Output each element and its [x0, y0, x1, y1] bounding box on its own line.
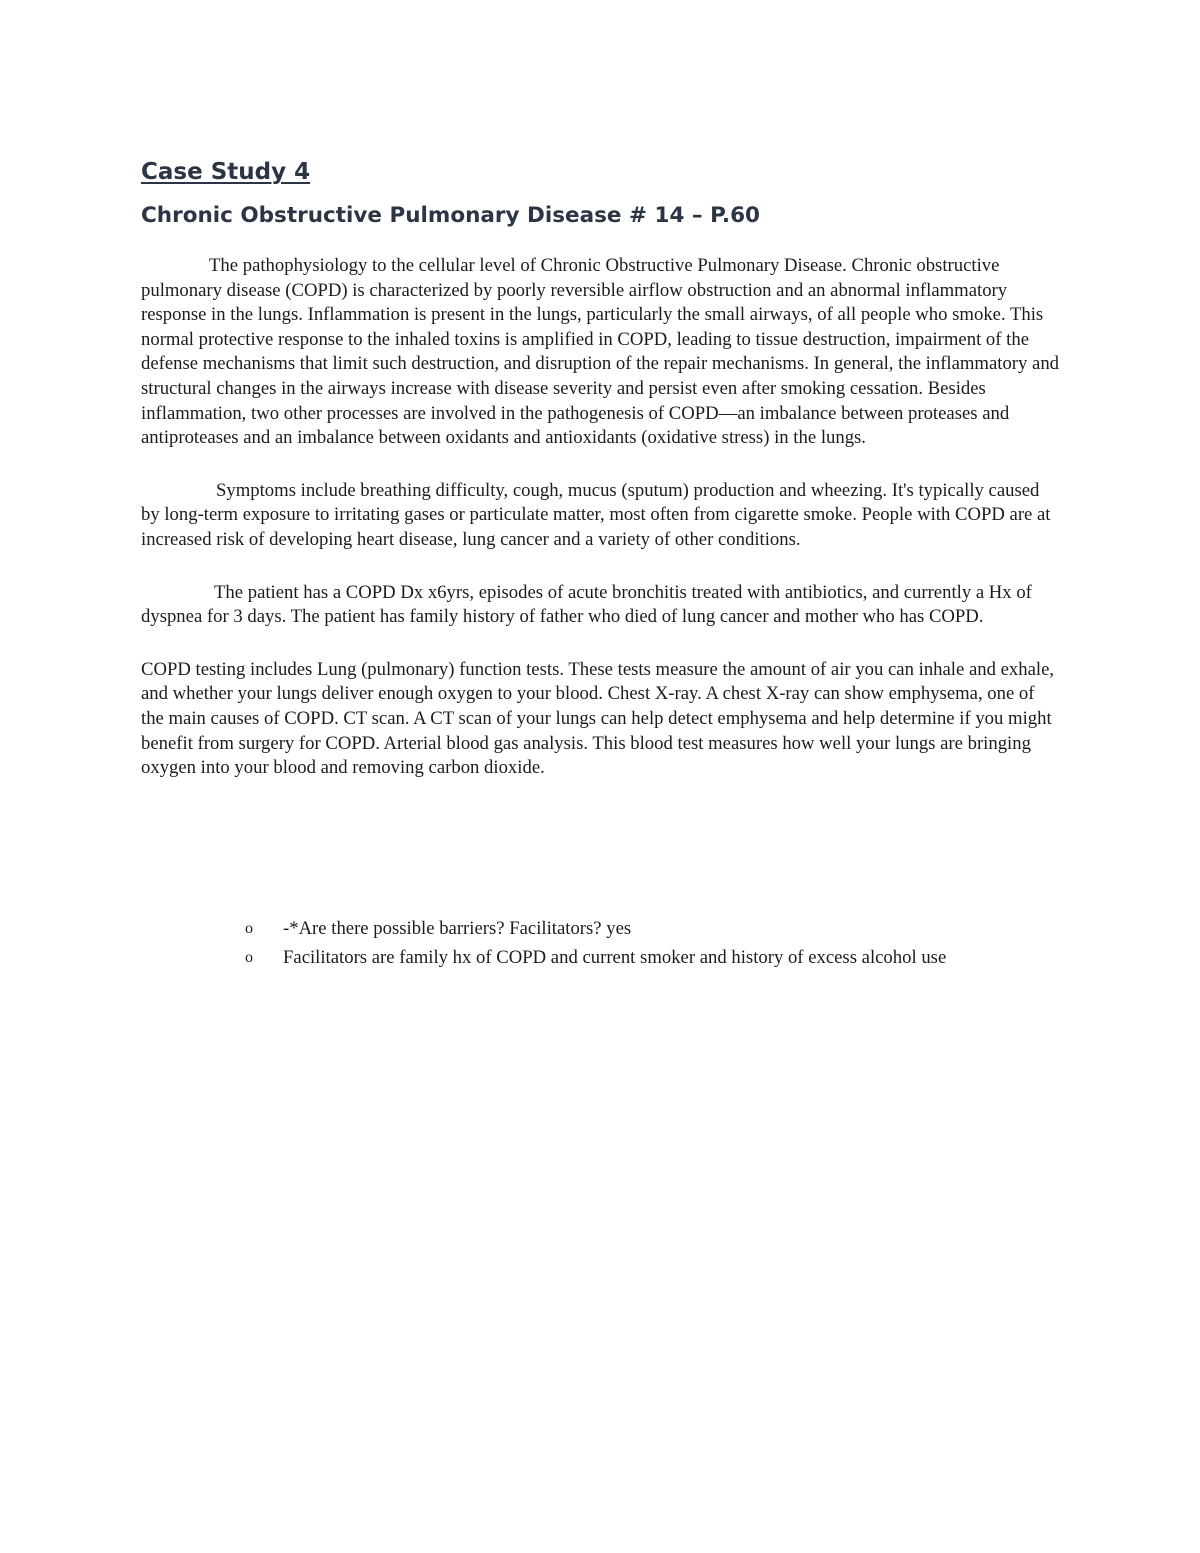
document-body [141, 152, 1061, 972]
document-subtitle: Chronic Obstructive Pulmonary Disease # 14 – P.60 [141, 203, 761, 228]
paragraph-pathophysiology: The pathophysiology to the cellular level of Chronic Obstructive Pulmonary Disease. Chronic obstructive pulmonary disease (COPD) is characterized by poorly reversible airflow obstruction and an abnormal inflammatory response in the lungs. Inflammation is present in the lungs, particularly the small airways, of all people who smoke. This normal protective response to the inhaled toxins is amplified in COPD, leading to tissue destruction, impairment of the defense mechanisms that limit such destruction, and disruption of the repair mechanisms. In general, the inflammatory and structural changes in the airways increase with disease severity and persist even after smoking cessation. Besides inflammation, two other processes are involved in the pathogenesis of COPD—an imbalance between proteases and antiproteases and an imbalance between oxidants and antioxidants (oxidative stress) in the lungs. [141, 255, 1060, 449]
list-item [245, 943, 1061, 972]
paragraph-patient-history: The patient has a COPD Dx x6yrs, episodes of acute bronchitis treated with antibiotics, and currently a Hx of dyspnea for 3 days. The patient has family history of father who died of lung cancer and mother who has COPD. [141, 581, 1032, 628]
bullet-list [245, 914, 1061, 972]
document-title: Case Study 4 [141, 159, 311, 185]
paragraph-symptoms: Symptoms include breathing difficulty, cough, mucus (sputum) production and wheezing. It's typically caused by long-term exposure to irritating gases or particulate matter, most often from cigarette smoke. People with COPD are at increased risk of developing heart disease, lung cancer and a variety of other conditions. [141, 479, 1051, 550]
bullet-marker: o [245, 948, 253, 966]
list-item-text: -*Are there possible barriers? Facilitators? yes [283, 917, 632, 939]
list-item [245, 914, 1061, 943]
bullet-marker: o [245, 919, 253, 937]
list-item-text: Facilitators are family hx of COPD and current smoker and history of excess alcohol use [283, 946, 947, 968]
paragraph-testing: COPD testing includes Lung (pulmonary) function tests. These tests measure the amount of air you can inhale and exhale, and whether your lungs deliver enough oxygen to your blood. Chest X-ray. A chest X-ray can show emphysema, one of the main causes of COPD. CT scan. A CT scan of your lungs can help detect emphysema and help determine if you might benefit from surgery for COPD. Arterial blood gas analysis. This blood test measures how well your lungs are bringing oxygen into your blood and removing carbon dioxide. [141, 658, 1055, 779]
